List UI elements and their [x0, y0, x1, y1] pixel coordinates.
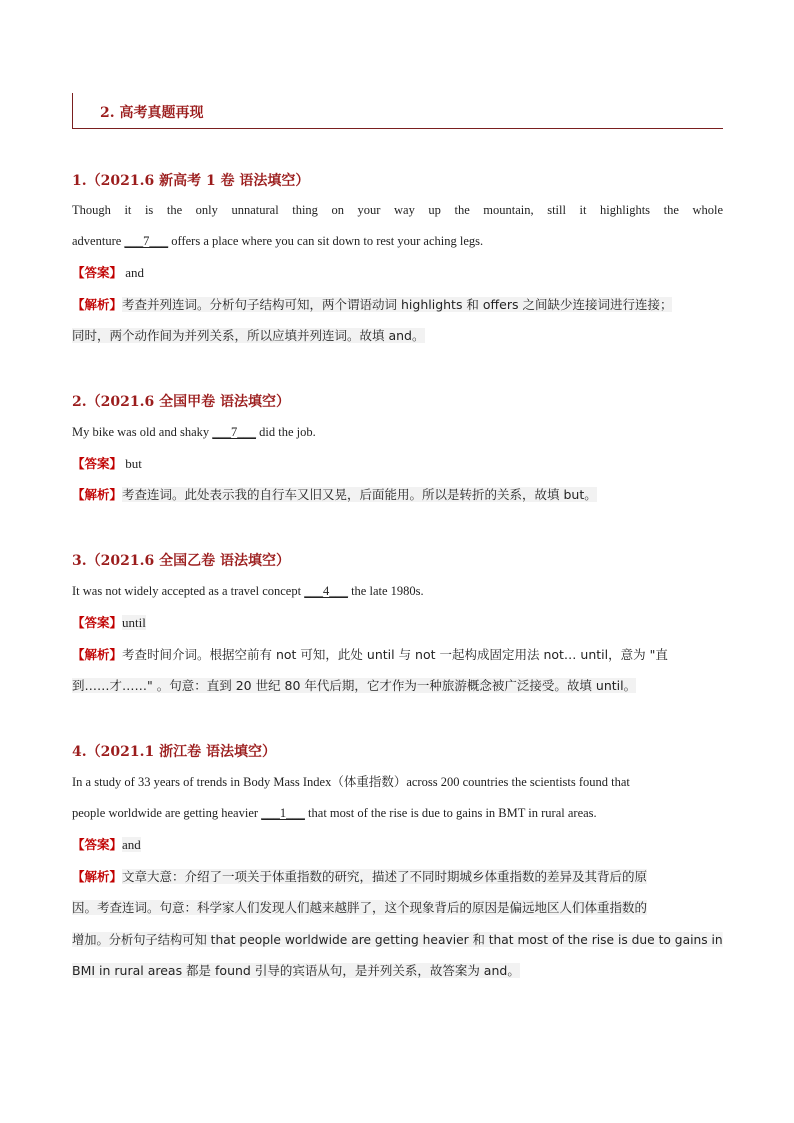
explanation-text: 考查并列连词。分析句子结构可知，两个谓语动词 highlights 和 offers 之间缺少连接词进行连接； — [122, 297, 673, 312]
question-1-text-line-1: Though it is the only unnatural thing on your way up the mountain, still it highlights the whole — [72, 203, 723, 217]
explanation-text: 到……才……" 。句意：直到 20 世纪 80 年代后期，它才作为一种旅游概念被广泛接受。故填 until。 — [72, 678, 637, 693]
explanation-text: 增加。分析句子结构可知 that people worldwide are getting heavier 和 that most of the rise is due to gains in — [72, 932, 723, 947]
question-4-text-line-1: In a study of 33 years of trends in Body Mass Index（体重指数）across 200 countries the scientists found that — [72, 775, 630, 789]
answer-tag: 【答案】 — [72, 456, 123, 471]
question-3-text-pre: It was not widely accepted as a travel concept — [72, 584, 305, 598]
explanation-tag: 【解析】 — [72, 487, 123, 502]
answer-tag: 【答案】 — [72, 837, 123, 852]
question-3-blank: ___4___ — [304, 584, 348, 598]
question-3-title: 3.（2021.6 全国乙卷 语法填空） — [72, 553, 290, 569]
answer-value: but — [122, 456, 142, 471]
question-4-text-post: that most of the rise is due to gains in BMT in rural areas. — [304, 806, 597, 820]
answer-value: until — [122, 615, 146, 630]
question-1-text-line-2 — [72, 232, 723, 250]
question-4-answer — [72, 836, 141, 854]
question-4-explanation-line-3 — [72, 931, 723, 949]
explanation-text: 考查连词。此处表示我的自行车又旧又晃，后面能用。所以是转折的关系，故填 but。 — [122, 487, 597, 502]
explanation-text: 文章大意：介绍了一项关于体重指数的研究，描述了不同时期城乡体重指数的差异及其背后的原 — [122, 869, 648, 884]
question-1-explanation-line-1 — [72, 296, 672, 314]
question-1-answer — [72, 264, 144, 282]
question-2-blank: ___7___ — [212, 425, 257, 439]
explanation-tag: 【解析】 — [72, 869, 123, 884]
answer-value: and — [122, 837, 141, 852]
question-1-title: 1.（2021.6 新高考 1 卷 语法填空） — [72, 173, 310, 189]
question-2-answer — [72, 455, 142, 473]
question-1-text-pre: adventure — [72, 234, 125, 248]
answer-tag: 【答案】 — [72, 265, 123, 280]
section-header — [72, 93, 723, 129]
section-title: 2. 高考真题再现 — [100, 105, 204, 121]
question-4-explanation-line-1 — [72, 868, 647, 886]
question-1-explanation-line-2 — [72, 327, 425, 345]
question-4-explanation-line-2 — [72, 899, 647, 917]
explanation-tag: 【解析】 — [72, 647, 123, 662]
question-4-text-pre: people worldwide are getting heavier — [72, 806, 262, 820]
answer-tag: 【答案】 — [72, 615, 123, 630]
explanation-text: 考查时间介词。根据空前有 not 可知，此处 until 与 not 一起构成固定用法 not… until，意为 "直 — [122, 647, 668, 662]
question-4-title: 4.（2021.1 浙江卷 语法填空） — [72, 744, 276, 760]
question-3-answer — [72, 614, 146, 632]
question-3-explanation-line-1 — [72, 646, 668, 664]
question-3-explanation-line-2 — [72, 677, 636, 695]
question-4-blank: ___1___ — [261, 806, 305, 820]
explanation-text: 同时，两个动作间为并列关系，所以应填并列连词。故填 and。 — [72, 328, 425, 343]
question-1-text-post: offers a place where you can sit down to rest your aching legs. — [168, 234, 484, 248]
question-4-text-line-2 — [72, 804, 723, 822]
explanation-tag: 【解析】 — [72, 297, 123, 312]
question-2-text-pre: My bike was old and shaky — [72, 425, 213, 439]
answer-value: and — [122, 265, 145, 280]
question-1-blank: ___7___ — [124, 234, 169, 248]
question-4-explanation-line-4 — [72, 962, 520, 980]
question-2-explanation-line-1 — [72, 486, 597, 504]
explanation-text: 因。考查连词。句意：科学家人们发现人们越来越胖了，这个现象背后的原因是偏远地区人们体重指数的 — [72, 900, 648, 915]
explanation-text: BMI in rural areas 都是 found 引导的宾语从句，是并列关系，故答案为 and。 — [72, 963, 520, 978]
question-3-text — [72, 582, 723, 600]
question-2-title: 2.（2021.6 全国甲卷 语法填空） — [72, 394, 290, 410]
question-2-text-post: did the job. — [256, 425, 316, 439]
question-2-text — [72, 423, 723, 441]
question-3-text-post: the late 1980s. — [347, 584, 424, 598]
